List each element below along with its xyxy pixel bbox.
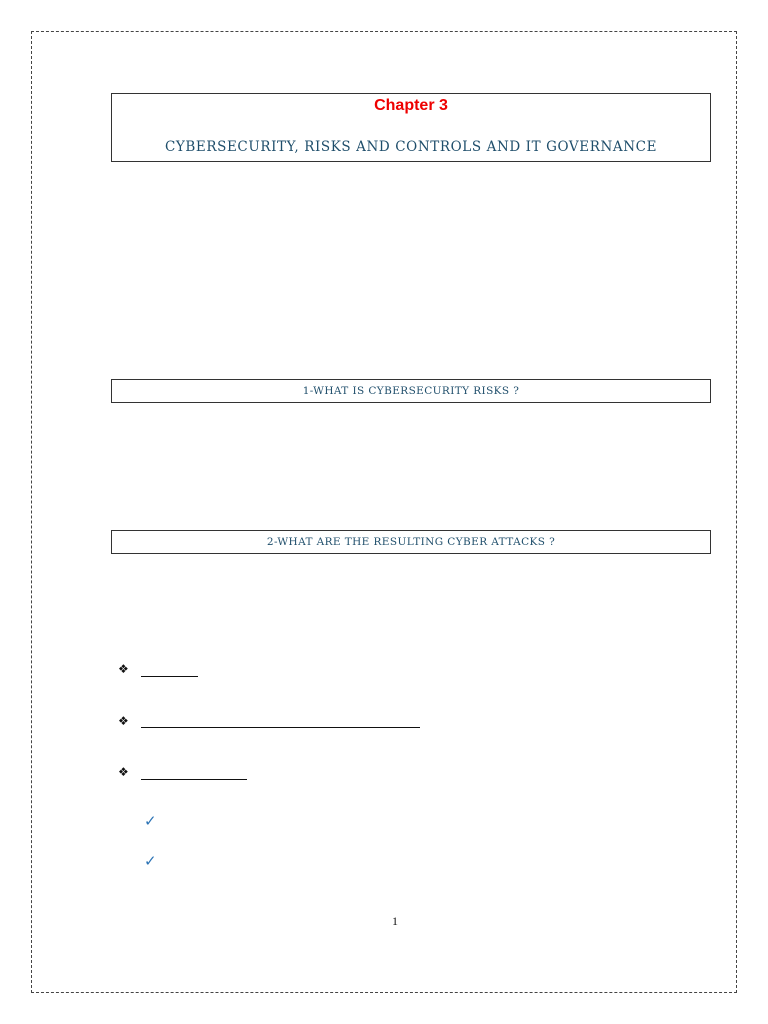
page-border xyxy=(31,31,737,993)
checkmark-icon: ✓ xyxy=(144,812,157,830)
chapter-label: Chapter 3 xyxy=(374,97,448,114)
chapter-title: CYBERSECURITY, RISKS AND CONTROLS AND IT GOVERNANCE xyxy=(164,139,658,155)
page-number: 1 xyxy=(392,914,398,928)
blank-answer-line xyxy=(141,676,198,677)
chapter-title-box xyxy=(111,93,711,162)
diamond-bullet-icon: ❖ xyxy=(118,662,129,676)
checkmark-icon: ✓ xyxy=(144,852,157,870)
blank-answer-line xyxy=(141,727,420,728)
diamond-bullet-icon: ❖ xyxy=(118,765,129,779)
section-heading-2: 2-WHAT ARE THE RESULTING CYBER ATTACKS ? xyxy=(111,530,711,554)
blank-answer-line xyxy=(141,779,247,780)
section-heading-1: 1-WHAT IS CYBERSECURITY RISKS ? xyxy=(111,379,711,403)
diamond-bullet-icon: ❖ xyxy=(118,714,129,728)
